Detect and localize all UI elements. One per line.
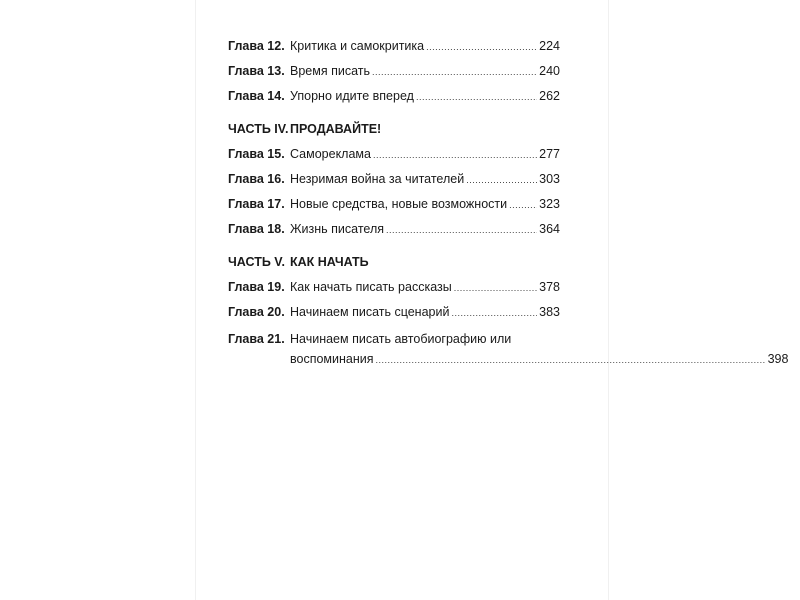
part-title: КАК НАЧАТЬ bbox=[290, 255, 369, 269]
toc-entry-ch18 bbox=[228, 221, 560, 246]
toc-entry-ch17 bbox=[228, 196, 560, 221]
chapter-title: Упорно идите вперед bbox=[290, 89, 414, 103]
part-title: ПРОДАВАЙТЕ! bbox=[290, 122, 382, 136]
table-of-contents bbox=[228, 38, 789, 370]
toc-entry-ch16 bbox=[228, 171, 560, 196]
chapter-number: Глава 14. bbox=[228, 89, 285, 103]
page-number: 323 bbox=[539, 197, 560, 211]
chapter-title: Самореклама bbox=[290, 147, 371, 161]
chapter-title: Начинаем писать сценарий bbox=[290, 305, 450, 319]
chapter-title: Критика и самокритика bbox=[290, 39, 425, 53]
toc-entry-ch20 bbox=[228, 304, 560, 329]
chapter-title-line2: воспоминания bbox=[290, 352, 374, 366]
chapter-title: Время писать bbox=[290, 64, 370, 78]
dot-leader bbox=[373, 147, 537, 163]
page-number: 277 bbox=[539, 147, 560, 161]
chapter-title: Новые средства, новые возможности bbox=[290, 197, 508, 211]
page-number: 240 bbox=[539, 64, 560, 78]
page-number: 224 bbox=[539, 39, 560, 53]
dot-leader bbox=[372, 64, 537, 80]
dot-leader bbox=[416, 89, 537, 105]
dot-leader bbox=[454, 280, 537, 296]
page-number: 398 bbox=[767, 352, 789, 366]
page-number: 383 bbox=[539, 305, 560, 319]
part-number: ЧАСТЬ V. bbox=[228, 255, 285, 269]
toc-entry-ch14 bbox=[228, 88, 560, 113]
toc-entry-ch21 bbox=[228, 329, 789, 370]
chapter-number: Глава 20. bbox=[228, 305, 285, 319]
part-number: ЧАСТЬ IV. bbox=[228, 122, 289, 136]
part-heading-5 bbox=[228, 254, 560, 279]
toc-entry-ch19 bbox=[228, 279, 560, 304]
chapter-title: Незримая война за читателей bbox=[290, 172, 465, 186]
chapter-number: Глава 13. bbox=[228, 64, 285, 78]
chapter-title: Жизнь писателя bbox=[290, 222, 385, 236]
toc-entry-ch15 bbox=[228, 146, 560, 171]
toc-entry-ch12 bbox=[228, 38, 560, 63]
dot-leader bbox=[386, 222, 537, 238]
chapter-number: Глава 21. bbox=[228, 332, 285, 346]
chapter-title: Как начать писать рассказы bbox=[290, 280, 452, 294]
chapter-title-line1: Начинаем писать автобиографию или bbox=[290, 332, 512, 346]
chapter-number: Глава 18. bbox=[228, 222, 285, 236]
chapter-number: Глава 16. bbox=[228, 172, 285, 186]
part-heading-4 bbox=[228, 121, 560, 146]
chapter-number: Глава 12. bbox=[228, 39, 285, 53]
dot-leader bbox=[451, 305, 537, 321]
page-number: 303 bbox=[539, 172, 560, 186]
dot-leader bbox=[509, 197, 537, 213]
page-number: 262 bbox=[539, 89, 560, 103]
page-number: 364 bbox=[539, 222, 560, 236]
dot-leader bbox=[426, 39, 537, 55]
chapter-number: Глава 19. bbox=[228, 280, 285, 294]
chapter-number: Глава 17. bbox=[228, 197, 285, 211]
chapter-number: Глава 15. bbox=[228, 147, 285, 161]
toc-entry-ch13 bbox=[228, 63, 560, 88]
dot-leader bbox=[376, 350, 766, 370]
dot-leader bbox=[466, 172, 537, 188]
page-number: 378 bbox=[539, 280, 560, 294]
